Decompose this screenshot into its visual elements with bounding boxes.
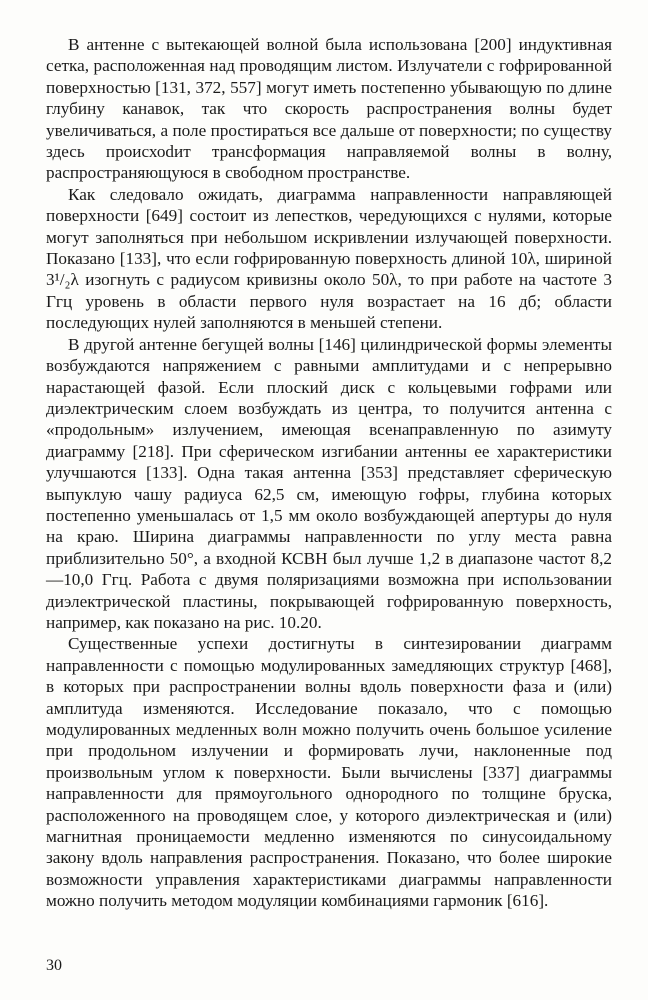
page-number: 30 bbox=[46, 957, 62, 974]
body-text bbox=[46, 34, 612, 912]
paragraph-1: В антенне с вытекающей волной была использована [200] индуктивная сетка, расположенная над проводящим листом. Излучатели с гофрированной поверхностью [131, 372, 557] могут иметь постепенно убывающую по длине глубину канавок, так что скорость распространения волны будет увеличиваться, а поле простираться все дальше от поверхности; по существу здесь происхоdит трансформация направляемой волны в волну, распространяющуюся в свободном пространстве. bbox=[46, 35, 612, 183]
paragraph-2: Как следовало ожидать, диаграмма направленности направляющей поверхности [649] состоит из лепестков, чередующихся с нулями, которые могут заполняться при небольшом искривлении излучающей поверхности. Показано [133], что если гофрированную поверхность длиной 10λ, шириной 3¹/₂λ изогнуть с радиусом кривизны около 50λ, то при работе на частоте 3 Ггц уровень в области первого нуля возрастает на 16 дб; области последующих нулей заполняются в меньшей степени. bbox=[46, 184, 612, 333]
paragraph-4: Существенные успехи достигнуты в синтезировании диаграмм направленности с помощью модулированных замедляющих структур [468], в которых при распространении волны вдоль поверхности фаза и (или) амплитуда изменяются. Исследование показало, что с помощью модулированных медленных волн можно получить очень большое усиление при продольном излучении и формировать лучи, наклоненные под произвольным углом к поверхности. Были вычислены [337] диаграммы направленности для прямоугольного однородного по толщине бруска, расположенного на проводящем слое, у которого диэлектрическая и (или) магнитная проницаемости медленно изменяются по синусоидальному закону вдоль направления распространения. Показано, что более широкие возможности управления характеристиками диаграммы направленности можно получить методом модуляции комбинациями гармоник [616]. bbox=[46, 634, 612, 911]
paragraph-3: В другой антенне бегущей волны [146] цилиндрической формы элементы возбуждаются напряжением с равными амплитудами и с непрерывно нарастающей фазой. Если плоский диск с кольцевыми гофрами или диэлектрическим слоем возбуждать из центра, то получится антенна с «продольным» излучением, имеющая всенаправленную по азимуту диаграмму [218]. При сферическом изгибании антенны ее характеристики улучшаются [133]. Одна такая антенна [353] представляет сферическую выпуклую чашу радиуса 62,5 см, имеющую гофры, глубина которых постепенно уменьшалась от 1,5 мм около возбуждающей апертуры до нуля на краю. Ширина диаграммы направленности по углу места равна приблизительно 50°, а входной КСВН был лучше 1,2 в диапазоне частот 8,2—10,0 Ггц. Работа с двумя поляризациями возможна при использовании диэлектрической пластины, покрывающей гофрированную поверхность, например, как показано на рис. 10.20. bbox=[46, 334, 612, 632]
